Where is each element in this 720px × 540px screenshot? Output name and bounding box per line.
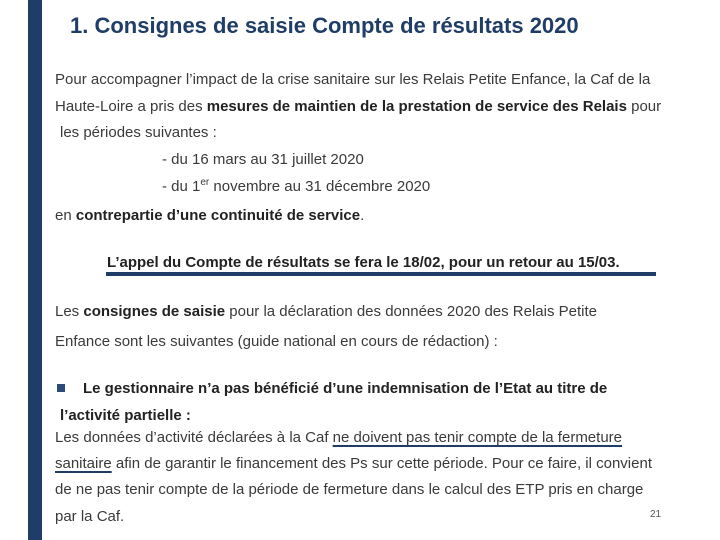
period-item-2 xyxy=(162,177,430,195)
intro-text-2a: Haute-Loire a pris des xyxy=(55,98,207,115)
donnees-text-1a: Les données d’activité déclarées à la Caf xyxy=(55,429,333,446)
contrepartie-text-a: en xyxy=(55,207,76,224)
donnees-text-1b: ne doivent pas tenir compte de la fermeture xyxy=(332,429,623,446)
bullet-text-2: l’activité partielle : xyxy=(60,407,191,424)
period-2-text-a: - du 1 xyxy=(162,178,201,195)
consignes-text-1c: pour la déclaration des données 2020 des Relais Petite xyxy=(225,303,598,320)
consignes-text-1b: consignes de saisie xyxy=(83,303,226,320)
bullet-item-gestionnaire xyxy=(57,380,607,397)
paragraph-contrepartie xyxy=(55,207,364,224)
consignes-text-2: Enfance sont les suivantes (guide national en cours de rédaction) : xyxy=(55,333,498,350)
donnees-text-2a: sanitaire xyxy=(55,455,112,472)
appel-line xyxy=(107,254,620,271)
square-bullet-icon xyxy=(57,384,65,392)
intro-text-3: les périodes suivantes : xyxy=(60,124,217,141)
intro-text-2b: mesures de maintien de la prestation de service des Relais xyxy=(206,98,627,115)
intro-text-2c: pour xyxy=(626,98,662,115)
period-item-1 xyxy=(162,151,364,168)
appel-underline xyxy=(106,272,656,276)
paragraph-donnees-line-1 xyxy=(55,429,622,446)
intro-text-1: Pour accompagner l’impact de la crise sanitaire sur les Relais Petite Enfance, la Caf de la xyxy=(55,71,651,88)
consignes-text-1a: Les xyxy=(55,303,84,320)
period-1-text: - du 16 mars au 31 juillet 2020 xyxy=(162,151,364,168)
slide-title: 1. Consignes de saisie Compte de résultats 2020 xyxy=(70,13,579,38)
contrepartie-text-b: contrepartie d’une continuité de service xyxy=(75,207,361,224)
paragraph-donnees-line-4 xyxy=(55,508,124,525)
paragraph-donnees-line-2 xyxy=(55,455,652,472)
page-number: 21 xyxy=(650,509,662,520)
paragraph-intro-line-3 xyxy=(60,124,217,141)
appel-text: L’appel du Compte de résultats se fera le 18/02, pour un retour au 15/03. xyxy=(107,254,620,271)
paragraph-consignes-line-2 xyxy=(55,333,498,350)
bullet-text-1: Le gestionnaire n’a pas bénéficié d’une indemnisation de l’Etat au titre de xyxy=(83,380,608,397)
paragraph-intro-line-2 xyxy=(55,98,661,115)
paragraph-consignes-line-1 xyxy=(55,303,597,320)
bullet-item-continuation xyxy=(60,407,191,424)
donnees-text-3: de ne pas tenir compte de la période de fermeture dans le calcul des ETP pris en charge xyxy=(55,481,644,498)
period-2-sup: er xyxy=(200,177,210,188)
left-accent-bar xyxy=(28,0,42,540)
donnees-text-2b: afin de garantir le financement des Ps sur cette période. Pour ce faire, il convient xyxy=(111,455,652,472)
period-2-text-b: novembre au 31 décembre 2020 xyxy=(209,178,431,195)
contrepartie-text-c: . xyxy=(360,207,365,224)
paragraph-donnees-line-3 xyxy=(55,481,643,498)
paragraph-intro-line-1 xyxy=(55,71,650,88)
donnees-text-4: par la Caf. xyxy=(55,508,125,525)
